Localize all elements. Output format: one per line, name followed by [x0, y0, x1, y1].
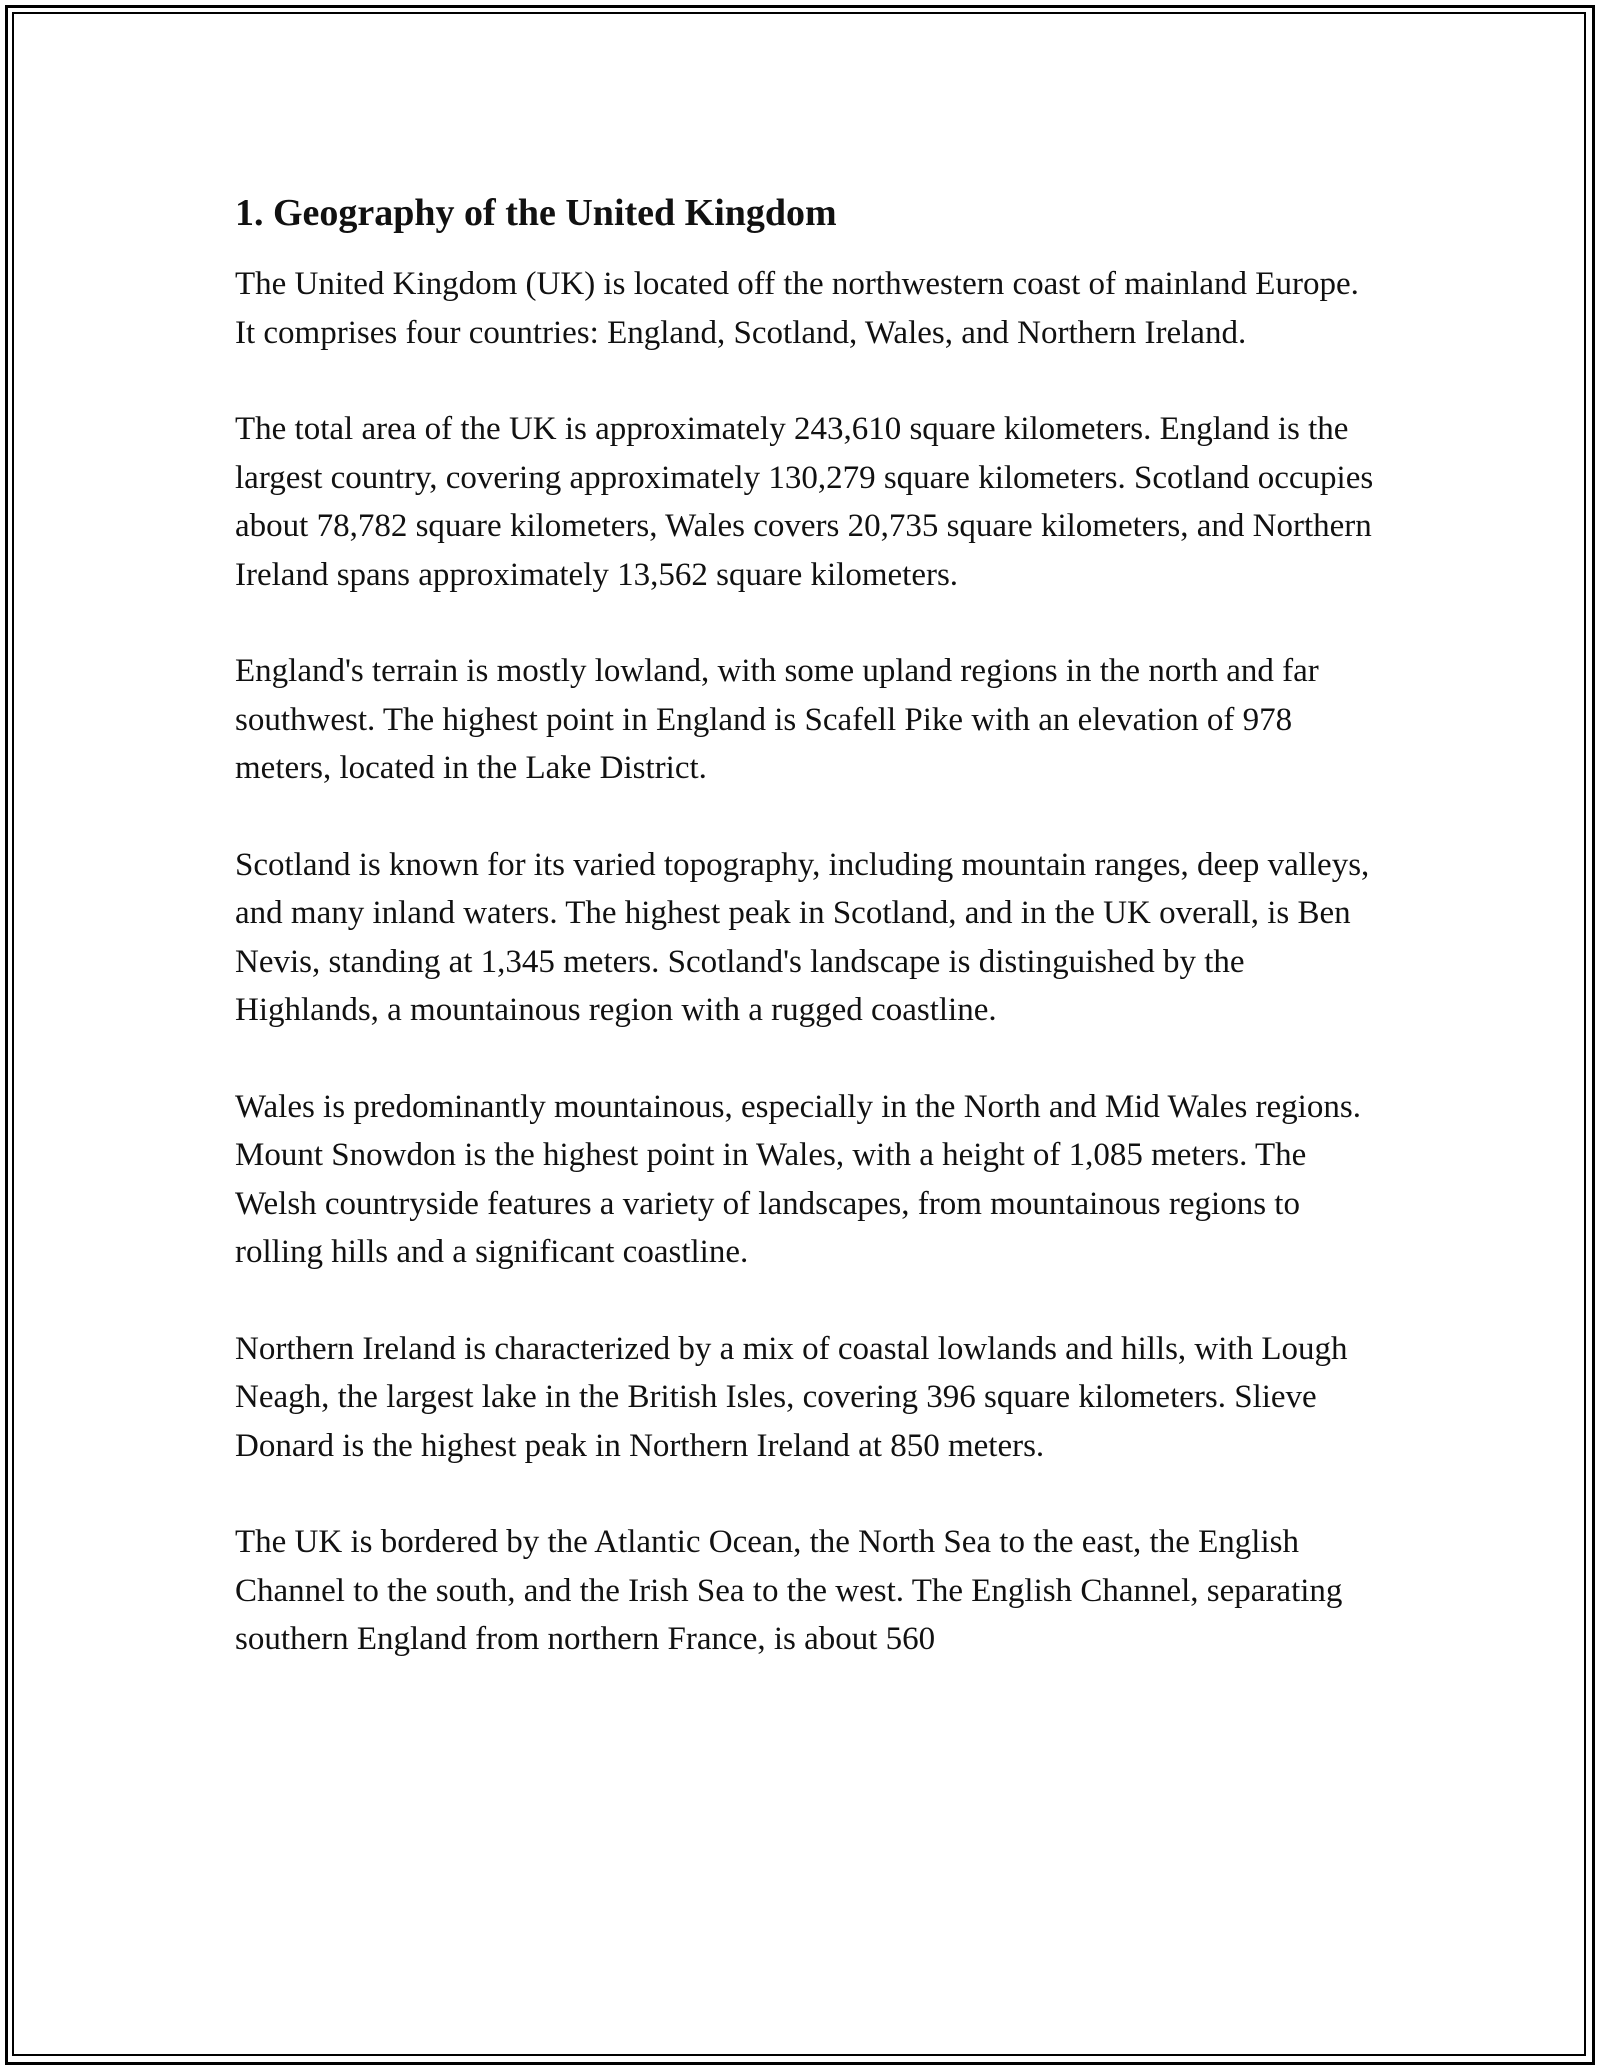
paragraph-england: England's terrain is mostly lowland, with some upland regions in the north and far southwest. The highest point in England is Scafell Pike with an elevation of 978 meters, located in the Lake District. — [235, 653, 1319, 786]
paragraph-area: The total area of the UK is approximately 243,610 square kilometers. England is the largest country, covering approximately 130,279 square kilometers. Scotland occupies about 78,782 square kilometers, Wales covers 20,735 square kilometers, and Northern Ireland spans approximately 13,562 square kilometers. — [235, 411, 1374, 593]
document-body — [235, 186, 1375, 1712]
paragraph-northern-ireland: Northern Ireland is characterized by a mix of coastal lowlands and hills, with Lough Neagh, the largest lake in the British Isles, covering 396 square kilometers. Slieve Donard is the highest peak in Northern Ireland at 850 meters. — [235, 1330, 1348, 1464]
section-heading: 1. Geography of the United Kingdom — [235, 192, 837, 234]
paragraph-wales: Wales is predominantly mountainous, especially in the North and Mid Wales regions. Mount Snowdon is the highest point in Wales, with a height of 1,085 meters. The Welsh countryside features a variety of landscapes, from mountainous regions to rolling hills and a significant coastline. — [235, 1088, 1361, 1270]
paragraph-location: The United Kingdom (UK) is located off the northwestern coast of mainland Europe. It comprises four countries: England, Scotland, Wales, and Northern Ireland. — [235, 266, 1359, 351]
paragraph-scotland: Scotland is known for its varied topography, including mountain ranges, deep valleys, and many inland waters. The highest peak in Scotland, and in the UK overall, is Ben Nevis, standing at 1,345 meters. Scotland's landscape is distinguished by the Highlands, a mountainous region with a rugged coastline. — [235, 846, 1370, 1028]
paragraph-borders: The UK is bordered by the Atlantic Ocean, the North Sea to the east, the English Channel to the south, and the Irish Sea to the west. The English Channel, separating southern England from northern France, is about 560 — [235, 1524, 1343, 1657]
